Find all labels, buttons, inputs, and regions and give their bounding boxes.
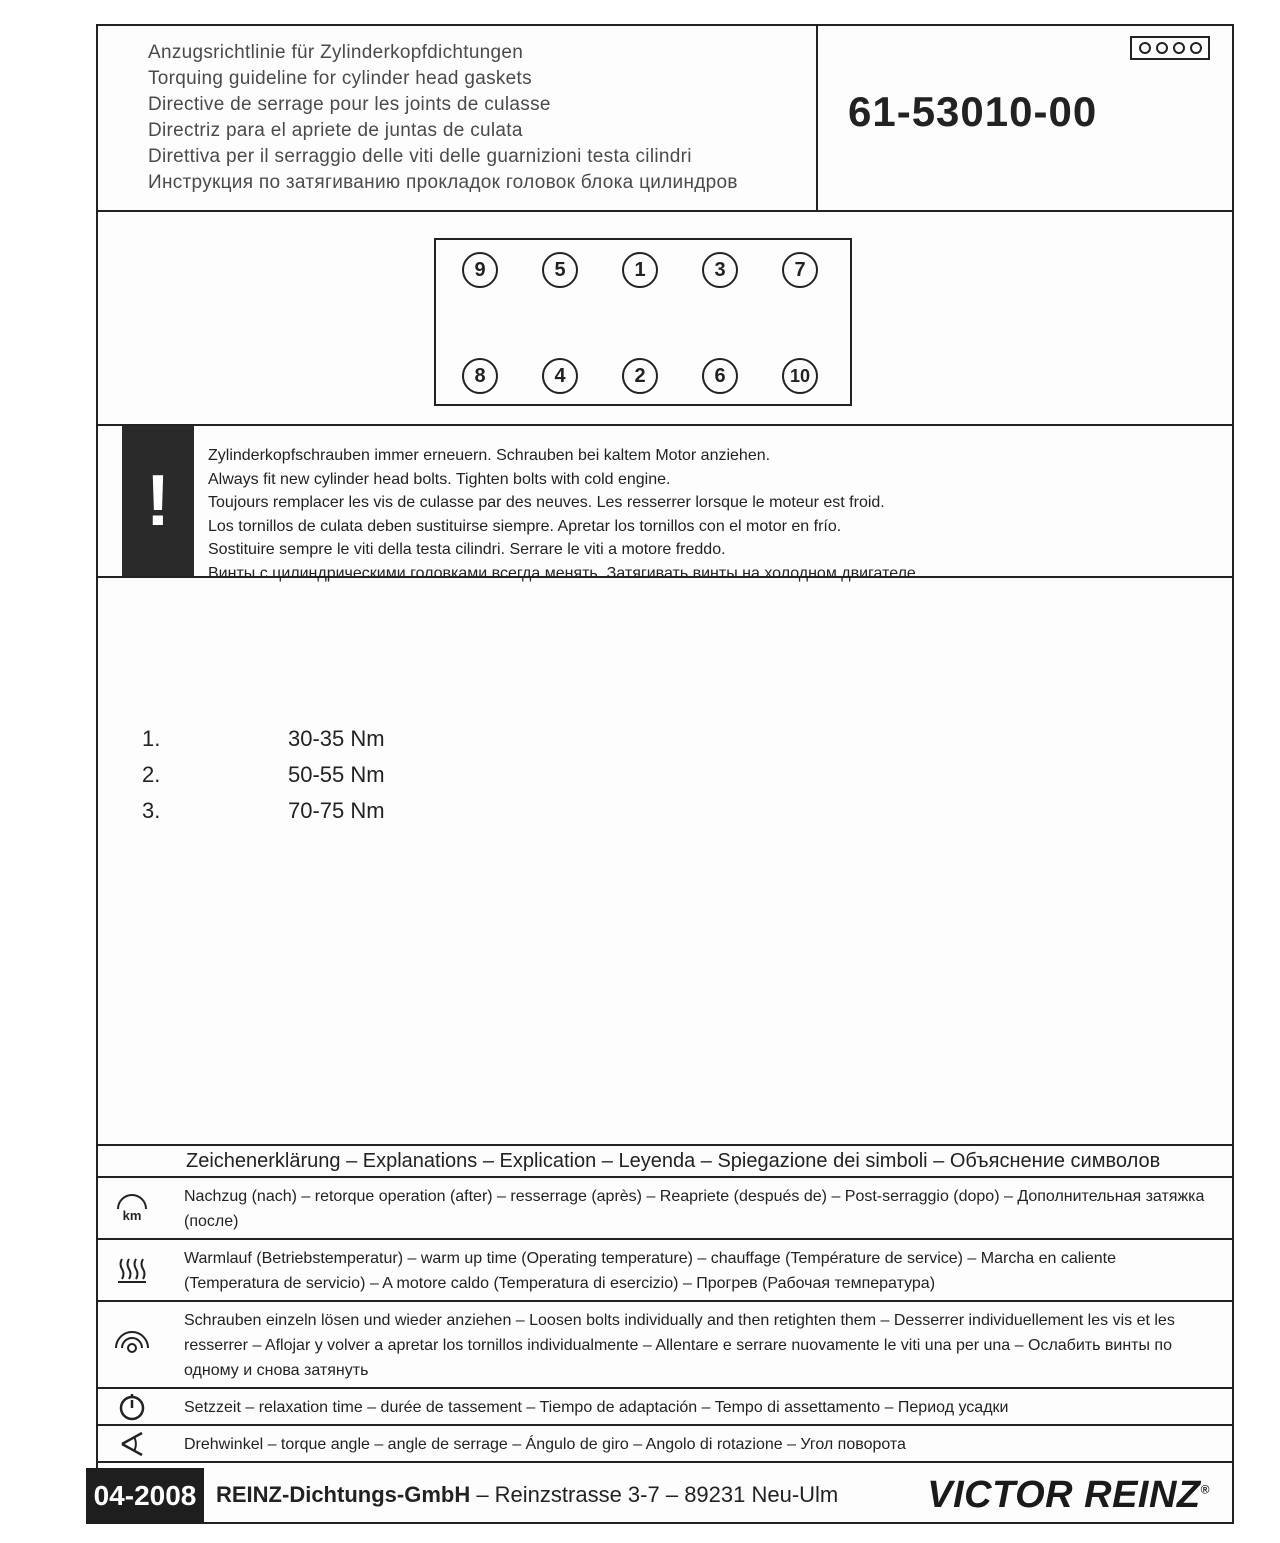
- bolt-3: 3: [702, 252, 738, 288]
- km-retorque-icon: [112, 1193, 152, 1223]
- title-en: Torquing guideline for cylinder head gaskets: [148, 68, 532, 89]
- step-number: 1.: [142, 726, 161, 751]
- torque-angle-icon: [112, 1429, 152, 1459]
- issue-date: 04-2008: [86, 1468, 204, 1524]
- bolt-7: 7: [782, 252, 818, 288]
- legend-text-retorque: Nachzug (nach) – retorque operation (after) – resserrage (après) – Reapriete (después de) – Post-serraggio (dopo) – Дополнительная затяжка (после): [184, 1188, 1205, 1230]
- company-address: – Reinzstrasse 3-7 – 89231 Neu-Ulm: [470, 1482, 839, 1507]
- title-fr: Directive de serrage pour les joints de culasse: [148, 94, 551, 115]
- bolt-9: 9: [462, 252, 498, 288]
- title-it: Direttiva per il serraggio delle viti delle guarnizioni testa cilindri: [148, 146, 692, 167]
- company-info: [216, 1482, 838, 1508]
- legend-heading: Zeichenerklärung – Explanations – Explication – Leyenda – Spiegazione dei simboli – Объяснение символов: [98, 1144, 1232, 1178]
- legend-text-relaxation: Setzzeit – relaxation time – durée de tassement – Tiempo de adaptación – Tempo di assettamento – Период усадки: [184, 1399, 1009, 1416]
- bolt-1: 1: [622, 252, 658, 288]
- bolt-diagram: [98, 212, 1232, 424]
- warning-line-ru: Винты с цилиндрическими головками всегда менять. Затягивать винты на холодном двигателе.: [208, 564, 921, 582]
- bolt-2: 2: [622, 358, 658, 394]
- title-block: [136, 26, 818, 210]
- step-number: 3.: [142, 798, 161, 823]
- legend-text-torque-angle: Drehwinkel – torque angle – angle de serrage – Ángulo de giro – Angolo di rotazione – Угол поворота: [184, 1436, 906, 1453]
- legend-row-relaxation: [98, 1389, 1232, 1426]
- cylinder-head-gasket-icon: [1130, 36, 1210, 60]
- legend-row-warm-up: [98, 1240, 1232, 1302]
- sheet-header: [98, 26, 1232, 212]
- cylinder-head-outline: [434, 238, 852, 406]
- warning-line-en: Always fit new cylinder head bolts. Tighten bolts with cold engine.: [208, 470, 671, 488]
- warning-line-fr: Toujours remplacer les vis de culasse par des neuves. Les resserrer lorsque le moteur est froid.: [208, 494, 885, 511]
- brand-logo: [927, 1474, 1210, 1517]
- title-de: Anzugsrichtlinie für Zylinderkopfdichtungen: [148, 42, 524, 63]
- step-torque-value: 30-35 Nm: [288, 726, 385, 751]
- warning-line-it: Sostituire sempre le viti della testa cilindri. Serrare le viti a motore freddo.: [208, 541, 726, 558]
- warning-bar: [122, 426, 194, 576]
- step-torque-value: 70-75 Nm: [288, 798, 385, 823]
- bolt-8: 8: [462, 358, 498, 394]
- company-name: REINZ-Dichtungs-GmbH: [216, 1482, 471, 1507]
- loosen-retighten-icon: [112, 1330, 152, 1360]
- bolt-6: 6: [702, 358, 738, 394]
- exclamation-icon: !: [146, 461, 170, 541]
- warning-line-es: Los tornillos de culata deben sustituirse siempre. Apretar los tornillos con el motor en frío.: [208, 517, 842, 535]
- title-ru: Инструкция по затягиванию прокладок головок блока цилиндров: [148, 172, 738, 193]
- warning-line-de: Zylinderkopfschrauben immer erneuern. Schrauben bei kaltem Motor anziehen.: [208, 447, 771, 464]
- legend-text-loosen-retighten: Schrauben einzeln lösen und wieder anziehen – Loosen bolts individually and then retighten them – Desserrer individuellement les vis et les resserrer – Aflojar y volver a apretar los tornillos individualmente – Allentare e serrare nuovamente le viti una per una – Ослабить винты по одному и снова затянуть: [184, 1312, 1175, 1379]
- part-number: 61-53010-00: [848, 88, 1098, 135]
- legend-row-torque-angle: [98, 1426, 1232, 1463]
- part-number-box: [820, 26, 1232, 210]
- warning-text: [208, 444, 920, 585]
- legend-row-retorque: [98, 1178, 1232, 1240]
- legend-text-warm-up: Warmlauf (Betriebstemperatur) – warm up time (Operating temperature) – chauffage (Température de service) – Marcha en caliente (Temperatura de servicio) – A motore caldo (Temperatura di esercizio) – Прогрев (Рабочая температура): [184, 1250, 1116, 1292]
- step-number: 2.: [142, 762, 161, 787]
- step-torque-value: 50-55 Nm: [288, 762, 385, 787]
- brand-name: VICTOR REINZ: [927, 1474, 1201, 1516]
- sheet-footer: [86, 1468, 1236, 1524]
- title-es: Directriz para el apriete de juntas de culata: [148, 120, 523, 141]
- relaxation-time-icon: [112, 1392, 152, 1422]
- instruction-sheet: [93, 24, 1234, 1524]
- registered-mark: ®: [1200, 1482, 1210, 1497]
- svg-text:km: km: [122, 1208, 142, 1223]
- legend-row-loosen-retighten: [98, 1302, 1232, 1389]
- bolt-4: 4: [542, 358, 578, 394]
- warm-up-icon: [112, 1255, 152, 1285]
- bolt-5: 5: [542, 252, 578, 288]
- symbol-legend: [98, 1144, 1232, 1463]
- bolt-10: 10: [782, 358, 818, 394]
- warning-box: [98, 424, 1232, 582]
